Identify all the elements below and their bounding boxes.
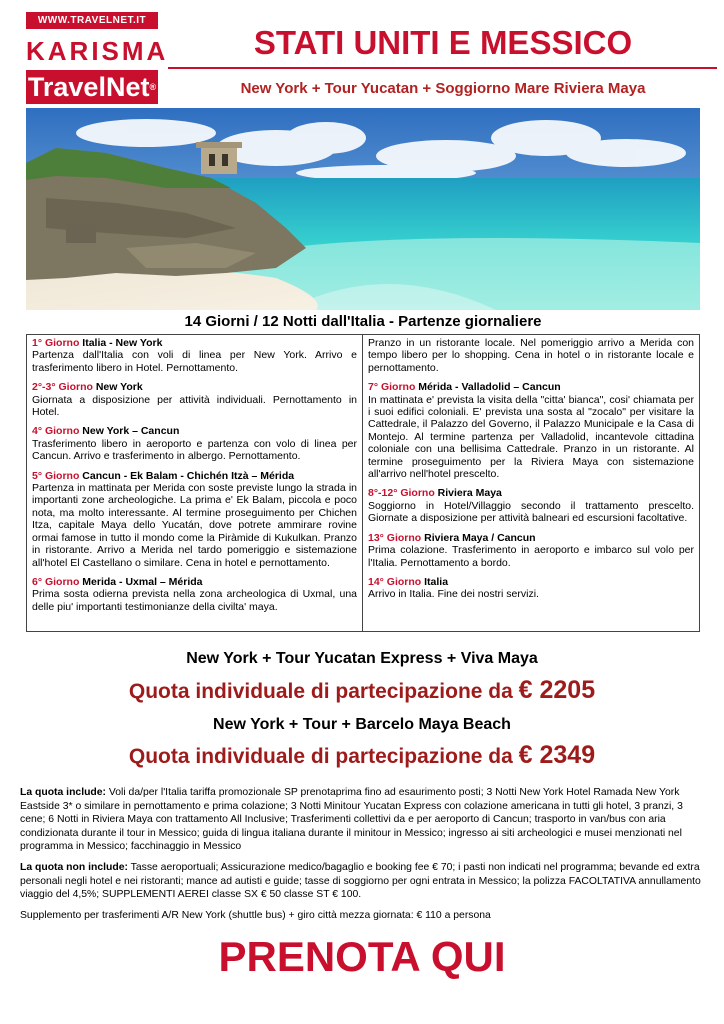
travelnet-logo[interactable] xyxy=(26,12,169,108)
day-place: Merida - Uxmal – Mérida xyxy=(82,575,203,588)
includes-label: La quota include: xyxy=(20,787,107,798)
day-number: 6° Giorno xyxy=(32,575,80,588)
excludes-label: La quota non include: xyxy=(20,861,128,873)
day-number: 8°-12° Giorno xyxy=(368,487,435,500)
title-divider xyxy=(168,67,717,69)
day-number: 2°-3° Giorno xyxy=(32,381,93,394)
tulum-beach-photo xyxy=(26,108,700,310)
day-place: Mérida - Valladolid – Cancun xyxy=(418,381,561,394)
package-name-2: New York + Tour + Barcelo Maya Beach xyxy=(213,716,511,733)
itinerary-day xyxy=(32,337,357,374)
day-place: Riviera Maya xyxy=(437,487,502,500)
day-number: 5° Giorno xyxy=(32,469,80,482)
itinerary-day xyxy=(368,532,694,569)
itinerary-day xyxy=(368,487,694,524)
price-line-1 xyxy=(0,676,724,705)
itinerary-day xyxy=(368,576,694,601)
day-place: Italia - New York xyxy=(82,337,163,349)
day-number: 1° Giorno xyxy=(32,337,80,349)
package-name-1: New York + Tour Yucatan Express + Viva Maya xyxy=(186,650,538,667)
book-now-link[interactable]: PRENOTA QUI xyxy=(218,933,506,980)
price-details xyxy=(20,786,702,929)
day-place: New York – Cancun xyxy=(82,425,180,438)
price-line-2 xyxy=(0,741,724,770)
day-place: Cancun - Ek Balam - Chichén Itzà – Mérida xyxy=(82,469,295,482)
itinerary-left-column xyxy=(27,335,363,631)
itinerary-day xyxy=(32,470,357,569)
day-place: Italia xyxy=(424,575,449,588)
day-description: Partenza dall'Italia con voli di linea per New York. Arrivo e trasferimento libero in Hotel. Pernottamento. xyxy=(32,349,357,374)
day-place: New York xyxy=(95,381,143,394)
price-label-2: Quota individuale di partecipazione da xyxy=(128,745,513,768)
logo-url: WWW.TRAVELNET.IT xyxy=(26,12,158,29)
page-title: STATI UNITI E MESSICO xyxy=(253,24,633,61)
itinerary-continuation: Pranzo in un ristorante locale. Nel pomeriggio arrivo a Merida con tempo libero per lo shopping. Cena in hotel o in ristorante locale e pernottamento. xyxy=(368,337,694,374)
supplement-note: Supplemento per trasferimenti A/R New York (shuttle bus) + giro città mezza giornata: € 110 a persona xyxy=(20,909,491,921)
itinerary-right-column xyxy=(363,335,699,631)
day-description: Prima colazione. Trasferimento in aeroporto e imbarco sul volo per l'Italia. Pernottamento a bordo. xyxy=(368,544,694,569)
price-amount-1: € 2205 xyxy=(518,676,596,704)
page-subtitle: New York + Tour Yucatan + Soggiorno Mare Riviera Maya xyxy=(240,80,646,97)
price-amount-2: € 2349 xyxy=(518,741,596,769)
day-description: Partenza in mattinata per Merida con soste previste lungo la strada in importanti zone archeologiche. La prima e' Ek Balam, piccola e poco nota, ma molto interessante. Al termine proseguimento per Chichen Itza, capitale Maya dello Yucatán, dove potrete ammirare rovine ormai famose in tutto il mondo come la Piràmide di Kukulkan. Pranzo in ristorante. Arrivo a Merida nel tardo pomeriggio e sistemazione all'hotel El Castellano o similare. Cena in hotel e pernottamento. xyxy=(32,482,357,569)
excludes-paragraph xyxy=(20,861,702,902)
day-number: 7° Giorno xyxy=(368,381,416,394)
day-description: Prima sosta odierna prevista nella zona archeologica di Uxmal, una delle piu' importanti testimonianze della civilta' maya. xyxy=(32,588,357,613)
itinerary-day xyxy=(32,576,357,613)
day-place: Riviera Maya / Cancun xyxy=(424,531,536,544)
day-description: In mattinata e' prevista la visita della "citta' bianca", cosi' chiamata per i suoi edifici coloniali. E' prevista una sosta al "zocalo" per visitare la Cattedrale, il Palazzo del Governo, il Palazzo Municipale e la Casa di Montejo. Al termine partenza per Valladolid, incantevole cittadina coloniale con una bellisima Cattedrale. Pranzo in un ristorante. Al termine proseguimento per la Riviera Maya con sistemazione all'arrivo nell'hotel prescelto. xyxy=(368,393,694,481)
includes-paragraph xyxy=(20,786,702,854)
day-number: 4° Giorno xyxy=(32,425,80,438)
itinerary-day xyxy=(368,381,694,480)
day-number: 14° Giorno xyxy=(368,575,422,588)
trip-duration: 14 Giorni / 12 Notti dall'Italia - Partenze giornaliere xyxy=(184,313,542,330)
logo-brand-bottom: TravelNet® xyxy=(27,72,157,102)
day-description: Arrivo in Italia. Fine dei nostri servizi. xyxy=(368,588,539,601)
day-number: 13° Giorno xyxy=(368,531,422,544)
day-description: Soggiorno in Hotel/Villaggio secondo il trattamento prescelto. Giornate a disposizione per attività balneari ed escursioni facoltative. xyxy=(368,499,694,525)
day-description: Giornata a disposizione per attività individuali. Pernottamento in Hotel. xyxy=(32,393,357,419)
price-label-1: Quota individuale di partecipazione da xyxy=(128,680,513,703)
itinerary-day xyxy=(32,381,357,418)
includes-text: Voli da/per l'Italia tariffa promozionale SP prenotaprima fino ad esaurimento posti; 3 Notti New York Hotel Ramada New York Eastside 3* o similare in pernottamento e prima colazione; 3 Notti Minitour Yucatan Express con colazione americana in tutti gli hotel, 3 pranzi, 3 cene; 6 Notti in Riviera Maya con trattamento All Inclusive; Trasferimenti collettivi da e per aeroporto di Cancun; trasporto in van/bus con aria condizionata durante il tour in Messico; guida di lingua italiana durante il minitour in Messico; ingresso ai siti archeologici e musei menzionati nel programma in Messico; facchinaggio in Messico xyxy=(20,787,683,853)
itinerary-table xyxy=(26,334,700,632)
excludes-text: Tasse aeroportuali; Assicurazione medico/bagaglio e booking fee € 70; i pasti non indicati nel programma; bevande ed extra personali negli hotel e nei ristoranti; mance ad autisti e guide; tasse di soggiorno per ogni entrata in Messico; la polizza FACOLTATIVA annullamento viaggio del 4,5%; SUPPLEMENTI AEREI classe SX € 50 classe ST € 100. xyxy=(20,861,701,901)
logo-brand-top: KARISMA xyxy=(26,36,169,66)
day-description: Trasferimento libero in aeroporto e partenza con volo di linea per Cancun. Arrivo e trasferimento in albergo. Pernottamento. xyxy=(32,437,357,463)
itinerary-day xyxy=(32,425,357,462)
